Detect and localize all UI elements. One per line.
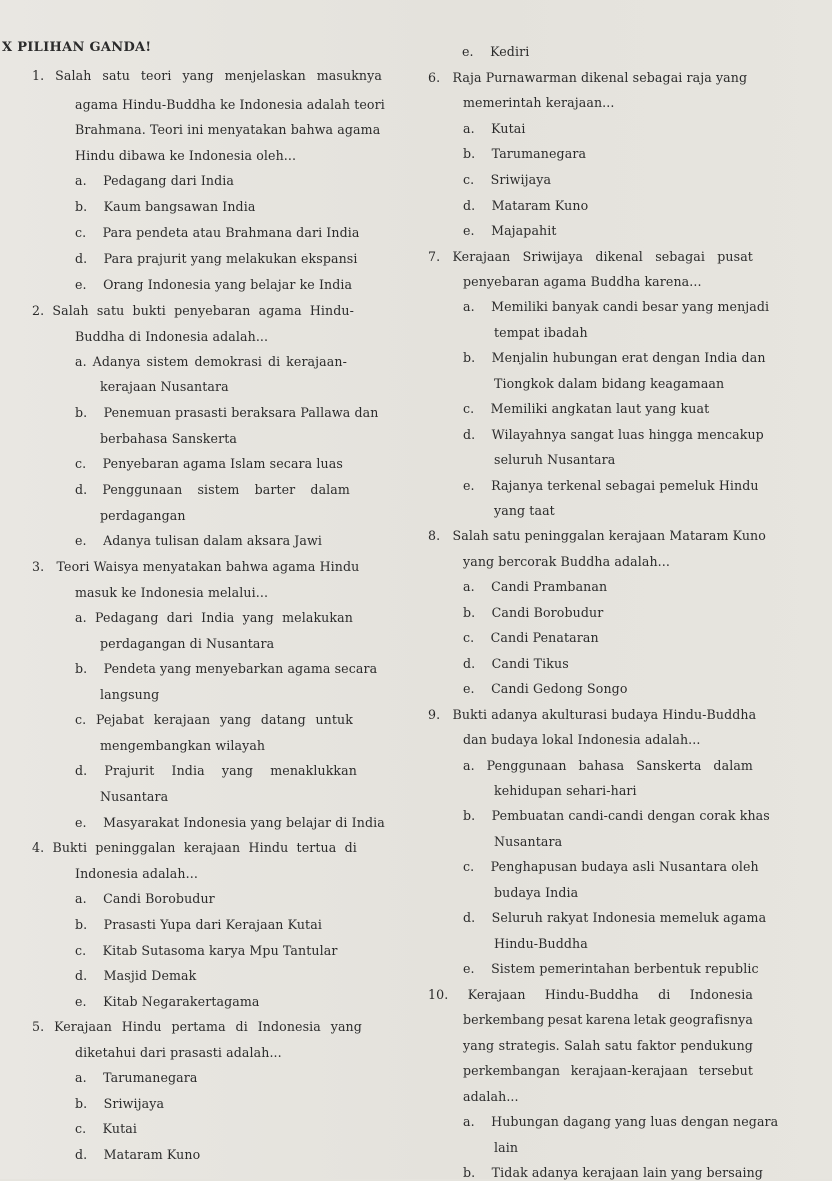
left-text-line: e. Adanya tulisan dalam aksara Jawi [75,533,323,548]
left-text-line: Buddha di Indonesia adalah... [75,329,269,344]
right-text-line: tempat ibadah [494,325,588,340]
right-text-line: e. Candi Gedong Songo [463,681,628,696]
left-text-line: e. Kitab Negarakertagama [75,994,260,1009]
left-text-line: diketahui dari prasasti adalah... [75,1045,282,1060]
right-text-line: 7. Kerajaan Sriwijaya dikenal sebagai pusat [428,249,753,264]
right-text-line: berkembang pesat karena letak geografisnya [463,1012,753,1027]
right-text-line: d. Candi Tikus [463,656,569,671]
left-text-line: c. Para pendeta atau Brahmana dari India [75,225,360,240]
section-title: X PILIHAN GANDA! [2,40,152,55]
left-text-line: a. Pedagang dari India [75,173,235,188]
left-text-line: Brahmana. Teori ini menyatakan bahwa agama [75,122,381,137]
left-text-line: d. Prajurit India yang menaklukkan [75,763,357,778]
right-text-line: budaya India [494,885,579,900]
left-text-line: c. Penyebaran agama Islam secara luas [75,456,343,471]
right-text-line: e. Sistem pemerintahan berbentuk republic [463,961,759,976]
left-text-line: e. Orang Indonesia yang belajar ke India [75,277,353,292]
left-text-line: e. Masyarakat Indonesia yang belajar di India [75,815,385,830]
right-text-line: c. Memiliki angkatan laut yang kuat [463,401,710,416]
right-text-line: Nusantara [494,834,563,849]
right-text-line: memerintah kerajaan... [463,95,615,110]
left-text-line: b. Penemuan prasasti beraksara Pallawa dan [75,405,379,420]
left-text-line: b. Sriwijaya [75,1096,165,1111]
left-text-line: 3. Teori Waisya menyatakan bahwa agama Hindu [32,559,360,574]
right-text-line: b. Candi Borobudur [463,605,604,620]
right-text-line: adalah... [463,1089,519,1104]
right-text-line: 9. Bukti adanya akulturasi budaya Hindu-Buddha [428,707,757,722]
left-text-line: perdagangan di Nusantara [100,636,275,651]
left-text-line: mengembangkan wilayah [100,738,266,753]
right-text-line: e. Kediri [462,44,530,59]
right-text-line: d. Mataram Kuno [463,198,589,213]
right-text-line: c. Candi Penataran [463,630,599,645]
left-text-line: a. Pedagang dari India yang melakukan [75,610,353,625]
right-text-line: c. Sriwijaya [463,172,552,187]
left-text-line: a. Adanya sistem demokrasi di kerajaan- [75,354,347,369]
right-text-line: d. Seluruh rakyat Indonesia memeluk agama [463,910,767,925]
left-text-line: Hindu dibawa ke Indonesia oleh... [75,148,297,163]
right-text-line: penyebaran agama Buddha karena... [463,274,702,289]
left-text-line: a. Candi Borobudur [75,891,215,906]
right-text-line: seluruh Nusantara [494,452,616,467]
right-text-line: a. Kutai [463,121,526,136]
right-text-line: b. Menjalin hubungan erat dengan India dan [463,350,766,365]
right-text-line: Hindu-Buddha [494,936,588,951]
left-text-line: Nusantara [100,789,169,804]
left-text-line: 4. Bukti peninggalan kerajaan Hindu tertua di [32,840,357,855]
left-text-line: agama Hindu-Buddha ke Indonesia adalah teori [75,97,385,112]
left-text-line: c. Kitab Sutasoma karya Mpu Tantular [75,943,338,958]
right-text-line: yang bercorak Buddha adalah... [463,554,670,569]
left-text-line: b. Prasasti Yupa dari Kerajaan Kutai [75,917,322,932]
left-text-line: perdagangan [100,508,186,523]
right-text-line: a. Penggunaan bahasa Sanskerta dalam [463,758,753,773]
right-text-line: 10. Kerajaan Hindu-Buddha di Indonesia [428,987,753,1002]
left-text-line: masuk ke Indonesia melalui... [75,585,269,600]
left-text-line: c. Kutai [75,1121,138,1136]
right-text-line: b. Tidak adanya kerajaan lain yang bersaing [463,1165,763,1180]
left-text-line: Indonesia adalah... [75,866,198,881]
right-text-line: b. Tarumanegara [463,146,587,161]
right-text-line: perkembangan kerajaan-kerajaan tersebut [463,1063,753,1078]
right-text-line: a. Candi Prambanan [463,579,608,594]
left-text-line: d. Masjid Demak [75,968,197,983]
right-text-line: a. Memiliki banyak candi besar yang menjadi [463,299,770,314]
left-text-line: kerajaan Nusantara [100,379,229,394]
right-text-line: b. Pembuatan candi-candi dengan corak khas [463,808,770,823]
right-text-line: e. Rajanya terkenal sebagai pemeluk Hindu [463,478,759,493]
left-text-line: d. Mataram Kuno [75,1147,201,1162]
right-text-line: e. Majapahit [463,223,557,238]
right-text-line: 8. Salah satu peninggalan kerajaan Mataram Kuno [428,528,766,543]
right-text-line: 6. Raja Purnawarman dikenal sebagai raja yang [428,70,748,85]
right-text-line: a. Hubungan dagang yang luas dengan negara [463,1114,779,1129]
left-text-line: c. Pejabat kerajaan yang datang untuk [75,712,353,727]
right-text-line: dan budaya lokal Indonesia adalah... [463,732,701,747]
left-text-line: d. Para prajurit yang melakukan ekspansi [75,251,358,266]
right-text-line: yang taat [494,503,555,518]
left-text-line: langsung [100,687,160,702]
left-text-line: a. Tarumanegara [75,1070,198,1085]
right-text-line: yang strategis. Salah satu faktor pendukung [463,1038,753,1053]
left-text-line: b. Kaum bangsawan India [75,199,256,214]
left-text-line: berbahasa Sanskerta [100,431,237,446]
right-text-line: lain [494,1140,519,1155]
right-text-line: kehidupan sehari-hari [494,783,637,798]
left-text-line: 1. Salah satu teori yang menjelaskan masuknya [32,68,382,83]
left-text-line: d. Penggunaan sistem barter dalam [75,482,350,497]
right-text-line: c. Penghapusan budaya asli Nusantara oleh [463,859,759,874]
left-text-line: 2. Salah satu bukti penyebaran agama Hindu- [32,303,354,318]
left-text-line: b. Pendeta yang menyebarkan agama secara [75,661,378,676]
right-text-line: Tiongkok dalam bidang keagamaan [494,376,725,391]
left-text-line: 5. Kerajaan Hindu pertama di Indonesia yang [32,1019,362,1034]
right-text-line: d. Wilayahnya sangat luas hingga mencakup [463,427,764,442]
